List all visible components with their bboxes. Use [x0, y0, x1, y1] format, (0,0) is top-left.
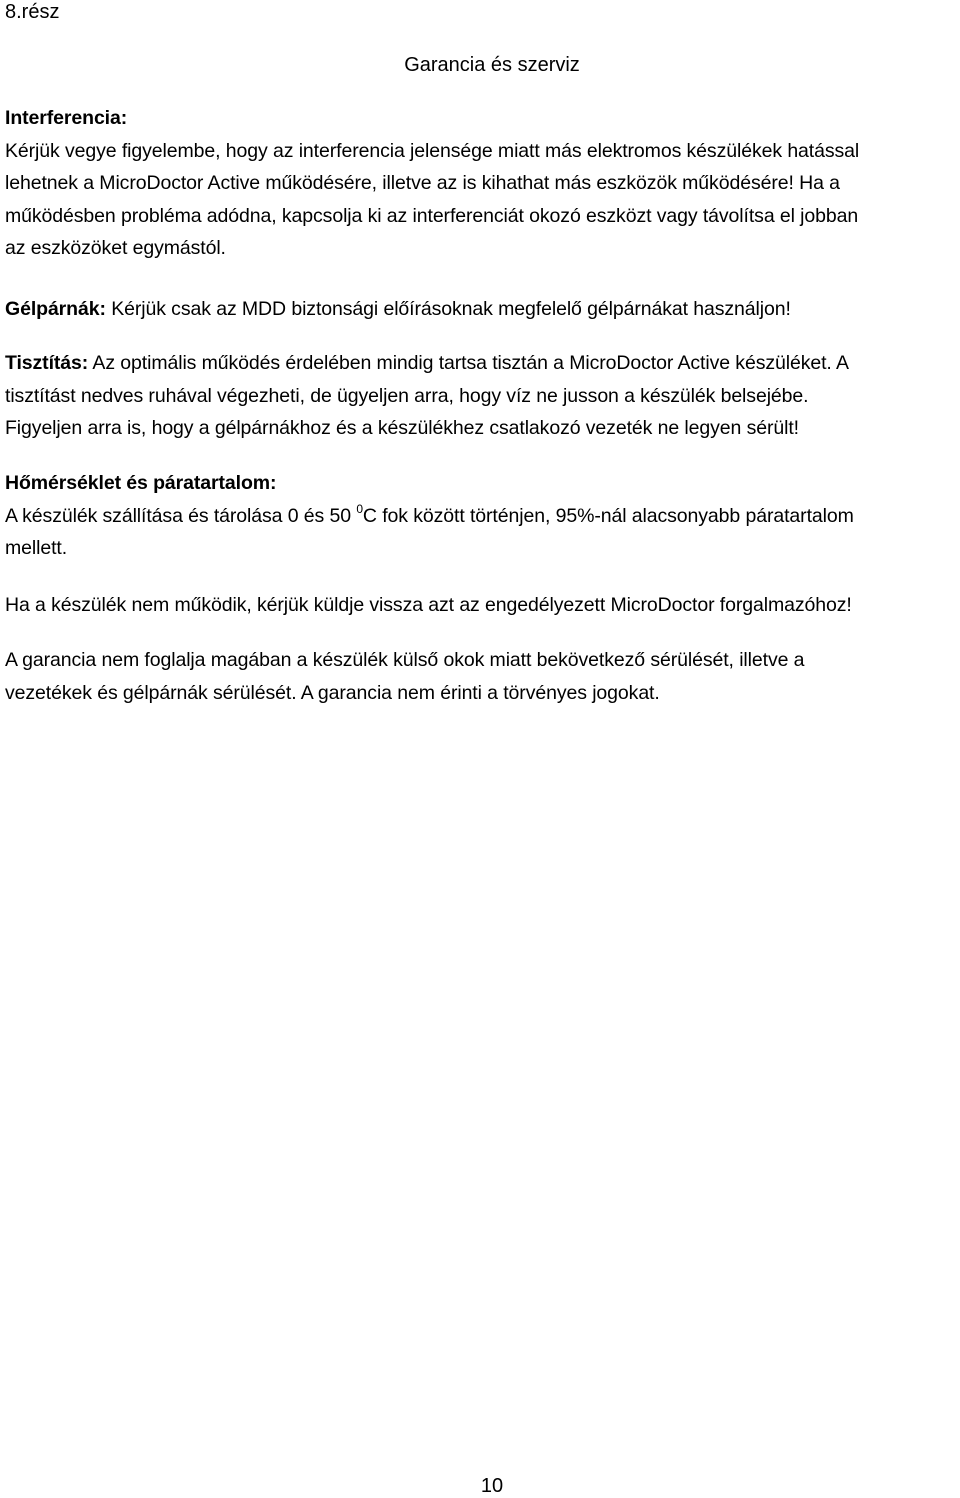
interference-line-1: Kérjük vegye figyelembe, hogy az interferencia jelensége miatt más elektromos készülékek hatással — [5, 139, 860, 162]
section-label: 8.rész — [5, 1, 60, 23]
storage-line-2: mellett. — [5, 537, 68, 559]
cleaning-line-1 — [5, 347, 960, 380]
storage-line-1 — [5, 500, 960, 533]
return-section — [5, 589, 960, 622]
warranty-line-1: A garancia nem foglalja magában a készülék külső okok miatt bekövetkező sérülését, illetve a — [5, 649, 805, 671]
storage-line-1-before: A készülék szállítása és tárolása 0 és 50 — [5, 504, 357, 527]
cleaning-label: Tisztítás: — [5, 352, 89, 374]
page-title: Garancia és szerviz — [404, 54, 580, 76]
electrodes-label: Gélpárnák: — [5, 298, 106, 320]
storage-heading: Hőmérséklet és páratartalom: — [5, 472, 277, 494]
interference-line-2: lehetnek a MicroDoctor Active működésére, illetve az is kihathat más eszközök működésére! Ha a — [5, 172, 840, 194]
cleaning-section — [5, 347, 960, 445]
cleaning-line-1-text: Az optimális működés érdelében mindig tartsa tisztán a MicroDoctor Active készüléket. A — [88, 352, 849, 374]
interference-heading: Interferencia: — [5, 107, 128, 129]
storage-section — [5, 467, 960, 565]
electrodes-text: Kérjük csak az MDD biztonsági előírásoknak megfelelő gélpárnákat használjon! — [105, 298, 791, 320]
page-number: 10 — [480, 1475, 504, 1497]
storage-line-1-after: C fok között történjen, 95%-nál alacsonyabb páratartalom — [362, 504, 854, 527]
degree-mark: 0 — [356, 501, 363, 516]
warranty-line-2: vezetékek és gélpárnák sérülését. A garancia nem érinti a törvényes jogokat. — [5, 681, 660, 704]
cleaning-line-2: tisztítást nedves ruhával végezheti, de ügyeljen arra, hogy víz ne jusson a készülék belsejébe. — [5, 384, 809, 407]
warranty-section — [5, 644, 960, 709]
interference-line-3: működésben probléma adódna, kapcsolja ki az interferenciát okozó eszközt vagy távolítsa el jobban — [5, 204, 859, 227]
electrodes-paragraph — [5, 293, 960, 326]
interference-line-4: az eszközöket egymástól. — [5, 237, 226, 259]
electrodes-section — [5, 293, 960, 326]
interference-section — [5, 102, 960, 265]
cleaning-line-3: Figyeljen arra is, hogy a gélpárnákhoz és a készülékhez csatlakozó vezeték ne legyen sérült! — [5, 417, 799, 439]
return-note: Ha a készülék nem működik, kérjük küldje vissza azt az engedélyezett MicroDoctor forgalmazóhoz! — [5, 594, 852, 616]
